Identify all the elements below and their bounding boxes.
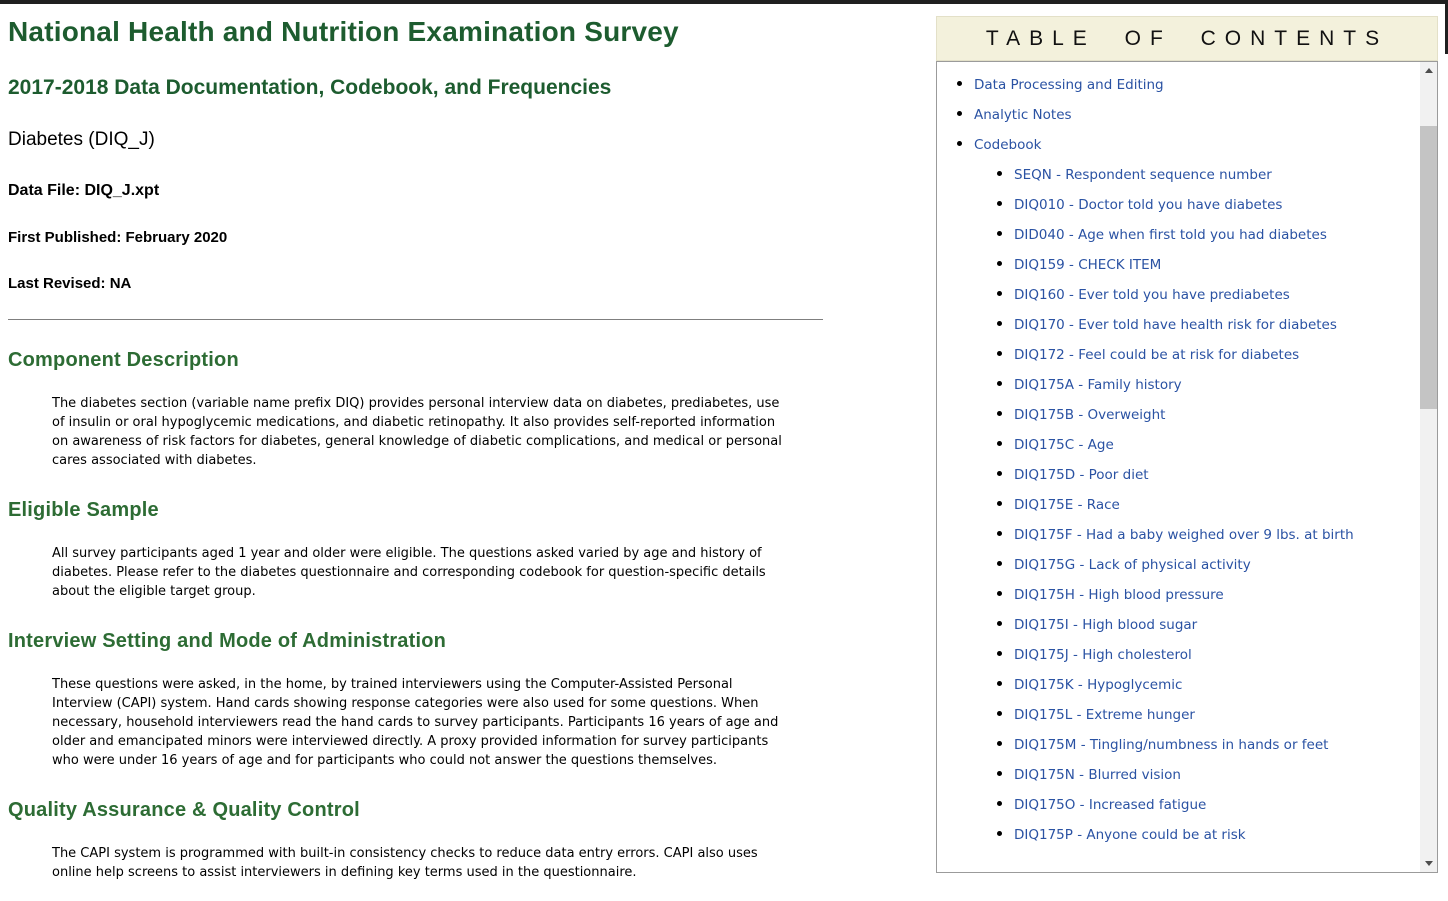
toc-link-diq175n[interactable]: DIQ175N - Blurred vision: [1014, 767, 1181, 783]
section-eligible-sample: [8, 499, 860, 601]
section-component-description: [8, 349, 860, 470]
survey-title: National Health and Nutrition Examination Survey: [8, 16, 679, 47]
section-heading: Quality Assurance & Quality Control: [8, 799, 360, 821]
toc-item: [1014, 435, 1354, 454]
toc-item: [1014, 675, 1354, 694]
triangle-down-icon: [1425, 861, 1433, 866]
toc-link-diq159[interactable]: DIQ159 - CHECK ITEM: [1014, 257, 1162, 273]
section-quality-assurance: [8, 799, 860, 882]
toc-item: [1014, 615, 1354, 634]
toc-item: [1014, 255, 1354, 274]
toc-item: [1014, 345, 1354, 364]
table-of-contents: [936, 16, 1438, 873]
toc-item: [974, 135, 1404, 844]
toc-item: [974, 105, 1404, 124]
toc-item: [1014, 495, 1354, 514]
toc-link-diq175f[interactable]: DIQ175F - Had a baby weighed over 9 lbs. at birth: [1014, 527, 1354, 543]
toc-item: [1014, 825, 1354, 844]
section-paragraph: These questions were asked, in the home, by trained interviewers using the Computer-Assisted Personal Interview (CAPI) system. Hand cards showing response categories were also used for some questions. When necessary, household interviewers read the hand cards to survey participants. Participants 16 years of age and older and emancipated minors were interviewed directly. A proxy provided information for survey participants who were under 16 years of age and for participants who could not answer the questions themselves.: [52, 677, 779, 768]
toc-item: [1014, 705, 1354, 724]
toc-item: [1014, 645, 1354, 664]
component-title: Diabetes (DIQ_J): [8, 129, 155, 150]
toc-item: [1014, 765, 1354, 784]
toc-scrollbar[interactable]: [1420, 62, 1437, 872]
toc-header: TABLE OF CONTENTS: [936, 16, 1438, 61]
toc-item: [1014, 225, 1354, 244]
toc-link-seqn[interactable]: SEQN - Respondent sequence number: [1014, 167, 1272, 183]
section-interview-setting: [8, 630, 860, 770]
toc-item: [1014, 465, 1354, 484]
toc-item: [1014, 585, 1354, 604]
main-content: [0, 4, 860, 882]
toc-link-codebook[interactable]: Codebook: [974, 137, 1042, 153]
toc-list: [937, 62, 1420, 872]
section-paragraph: All survey participants aged 1 year and older were eligible. The questions asked varied by age and history of diabetes. Please refer to the diabetes questionnaire and corresponding codebook for question-specific details about the eligible target group.: [52, 546, 766, 599]
toc-scroll-area: [936, 61, 1438, 873]
toc-link-diq175i[interactable]: DIQ175I - High blood sugar: [1014, 617, 1198, 633]
scroll-up-button[interactable]: [1420, 62, 1437, 79]
toc-link-did040[interactable]: DID040 - Age when first told you had diabetes: [1014, 227, 1327, 243]
toc-item: [1014, 195, 1354, 214]
section-heading: Eligible Sample: [8, 499, 159, 521]
section-heading: Component Description: [8, 349, 239, 371]
toc-item: [1014, 525, 1354, 544]
toc-link-diq175a[interactable]: DIQ175A - Family history: [1014, 377, 1182, 393]
doc-subtitle: 2017-2018 Data Documentation, Codebook, and Frequencies: [8, 76, 612, 99]
toc-item: [1014, 285, 1354, 304]
toc-link-diq175j[interactable]: DIQ175J - High cholesterol: [1014, 647, 1192, 663]
toc-link-diq175e[interactable]: DIQ175E - Race: [1014, 497, 1120, 513]
toc-item: [1014, 315, 1354, 334]
section-paragraph: The diabetes section (variable name prefix DIQ) provides personal interview data on diabetes, prediabetes, use of insulin or oral hypoglycemic medications, and diabetic retinopathy. It also provides self-reported information on awareness of risk factors for diabetes, general knowledge of diabetic complications, and medical or personal cares associated with diabetes.: [52, 396, 782, 468]
toc-link-diq175l[interactable]: DIQ175L - Extreme hunger: [1014, 707, 1195, 723]
toc-link-analytic-notes[interactable]: Analytic Notes: [974, 107, 1072, 123]
toc-item: [1014, 795, 1354, 814]
toc-link-diq175b[interactable]: DIQ175B - Overweight: [1014, 407, 1166, 423]
toc-link-diq160[interactable]: DIQ160 - Ever told you have prediabetes: [1014, 287, 1290, 303]
toc-link-diq170[interactable]: DIQ170 - Ever told have health risk for diabetes: [1014, 317, 1337, 333]
toc-item: [1014, 555, 1354, 574]
toc-link-diq175h[interactable]: DIQ175H - High blood pressure: [1014, 587, 1224, 603]
toc-item: [1014, 405, 1354, 424]
toc-item: [1014, 375, 1354, 394]
toc-link-data-processing[interactable]: Data Processing and Editing: [974, 77, 1164, 93]
toc-item: [974, 75, 1404, 94]
toc-item: [1014, 735, 1354, 754]
data-file-label: Data File: DIQ_J.xpt: [8, 182, 160, 199]
scrollbar-thumb[interactable]: [1420, 126, 1437, 409]
first-published-label: First Published: February 2020: [8, 229, 228, 246]
scroll-down-button[interactable]: [1420, 855, 1437, 872]
toc-item: [1014, 165, 1354, 184]
divider: [8, 319, 823, 320]
last-revised-label: Last Revised: NA: [8, 275, 132, 292]
toc-link-diq175p[interactable]: DIQ175P - Anyone could be at risk: [1014, 827, 1246, 843]
toc-link-diq175d[interactable]: DIQ175D - Poor diet: [1014, 467, 1149, 483]
triangle-up-icon: [1425, 68, 1433, 73]
toc-link-diq172[interactable]: DIQ172 - Feel could be at risk for diabetes: [1014, 347, 1300, 363]
section-paragraph: The CAPI system is programmed with built-in consistency checks to reduce data entry errors. CAPI also uses online help screens to assist interviewers in defining key terms used in the questionnaire.: [52, 846, 758, 880]
toc-link-diq010[interactable]: DIQ010 - Doctor told you have diabetes: [1014, 197, 1283, 213]
toc-link-diq175k[interactable]: DIQ175K - Hypoglycemic: [1014, 677, 1183, 693]
section-heading: Interview Setting and Mode of Administration: [8, 630, 447, 652]
toc-link-diq175o[interactable]: DIQ175O - Increased fatigue: [1014, 797, 1207, 813]
toc-link-diq175g[interactable]: DIQ175G - Lack of physical activity: [1014, 557, 1251, 573]
toc-link-diq175m[interactable]: DIQ175M - Tingling/numbness in hands or feet: [1014, 737, 1329, 753]
toc-link-diq175c[interactable]: DIQ175C - Age: [1014, 437, 1114, 453]
